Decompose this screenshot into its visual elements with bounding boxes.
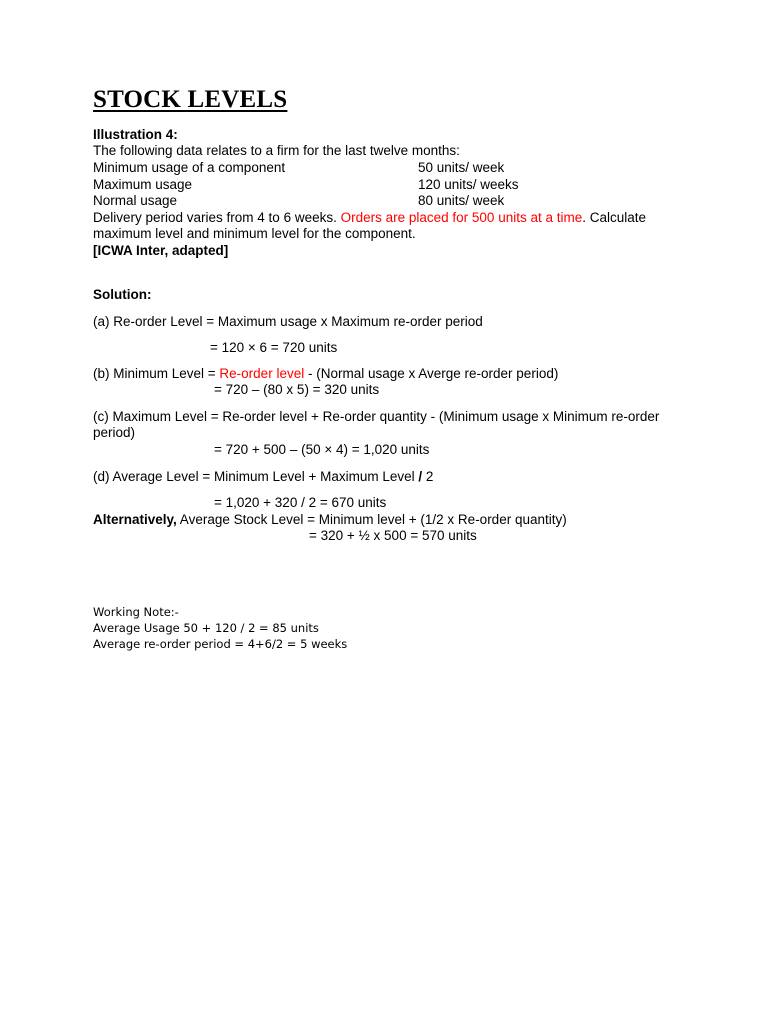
reorder-level-formula: (a) Re-order Level = Maximum usage x Maximum re-order period: [93, 314, 483, 329]
average-level-slash: /: [418, 469, 423, 484]
maximum-level-formula: (c) Maximum Level = Re-order level + Re-order quantity - (Minimum usage x Minimum re-order period): [93, 409, 660, 440]
delivery-paragraph: [93, 210, 683, 242]
illustration-heading: Illustration 4:: [93, 127, 178, 142]
minimum-level-formula: [93, 366, 558, 382]
data-row-label: Minimum usage of a component: [93, 160, 286, 175]
delivery-text-end: . Calculate maximum level and minimum level for the component.: [93, 210, 647, 241]
average-level-result: = 1,020 + 320 / 2 = 670 units: [214, 495, 387, 510]
solution-heading: Solution:: [93, 287, 152, 302]
working-note-line: Average re-order period = 4+6/2 = 5 weeks: [93, 637, 348, 651]
minimum-level-suffix: - (Normal usage x Averge re-order period): [304, 366, 559, 381]
source-citation: [ICWA Inter, adapted]: [93, 243, 229, 258]
minimum-level-result: = 720 – (80 x 5) = 320 units: [214, 382, 380, 397]
alternative-formula: [93, 512, 567, 528]
page-title: STOCK LEVELS: [93, 86, 288, 113]
average-level-prefix: (d) Average Level = Minimum Level + Maximum Level: [93, 469, 419, 484]
minimum-level-prefix: (b) Minimum Level =: [93, 366, 220, 381]
data-row-label: Normal usage: [93, 193, 178, 208]
reorder-level-result: = 120 × 6 = 720 units: [210, 340, 338, 355]
data-row-value: 50 units/ week: [418, 160, 505, 175]
reorder-level-highlight: Re-order level: [219, 366, 305, 381]
data-row-value: 120 units/ weeks: [418, 177, 519, 192]
average-level-suffix: 2: [422, 469, 434, 484]
alternative-formula-text: Average Stock Level = Minimum level + (1/2 x Re-order quantity): [176, 512, 567, 527]
delivery-text: Delivery period varies from 4 to 6 weeks.: [93, 210, 341, 225]
data-row-value: 80 units/ week: [418, 193, 505, 208]
illustration-intro: The following data relates to a firm for the last twelve months:: [93, 143, 460, 158]
working-note-heading: Working Note:-: [93, 605, 179, 619]
order-quantity-highlight: Orders are placed for 500 units at a time: [340, 210, 583, 225]
alternative-label: Alternatively,: [93, 512, 177, 527]
working-note-line: Average Usage 50 + 120 / 2 = 85 units: [93, 621, 319, 635]
average-level-formula: [93, 469, 433, 485]
data-row-label: Maximum usage: [93, 177, 193, 192]
alternative-result: = 320 + ½ x 500 = 570 units: [309, 528, 477, 543]
maximum-level-result: = 720 + 500 – (50 × 4) = 1,020 units: [214, 442, 430, 457]
